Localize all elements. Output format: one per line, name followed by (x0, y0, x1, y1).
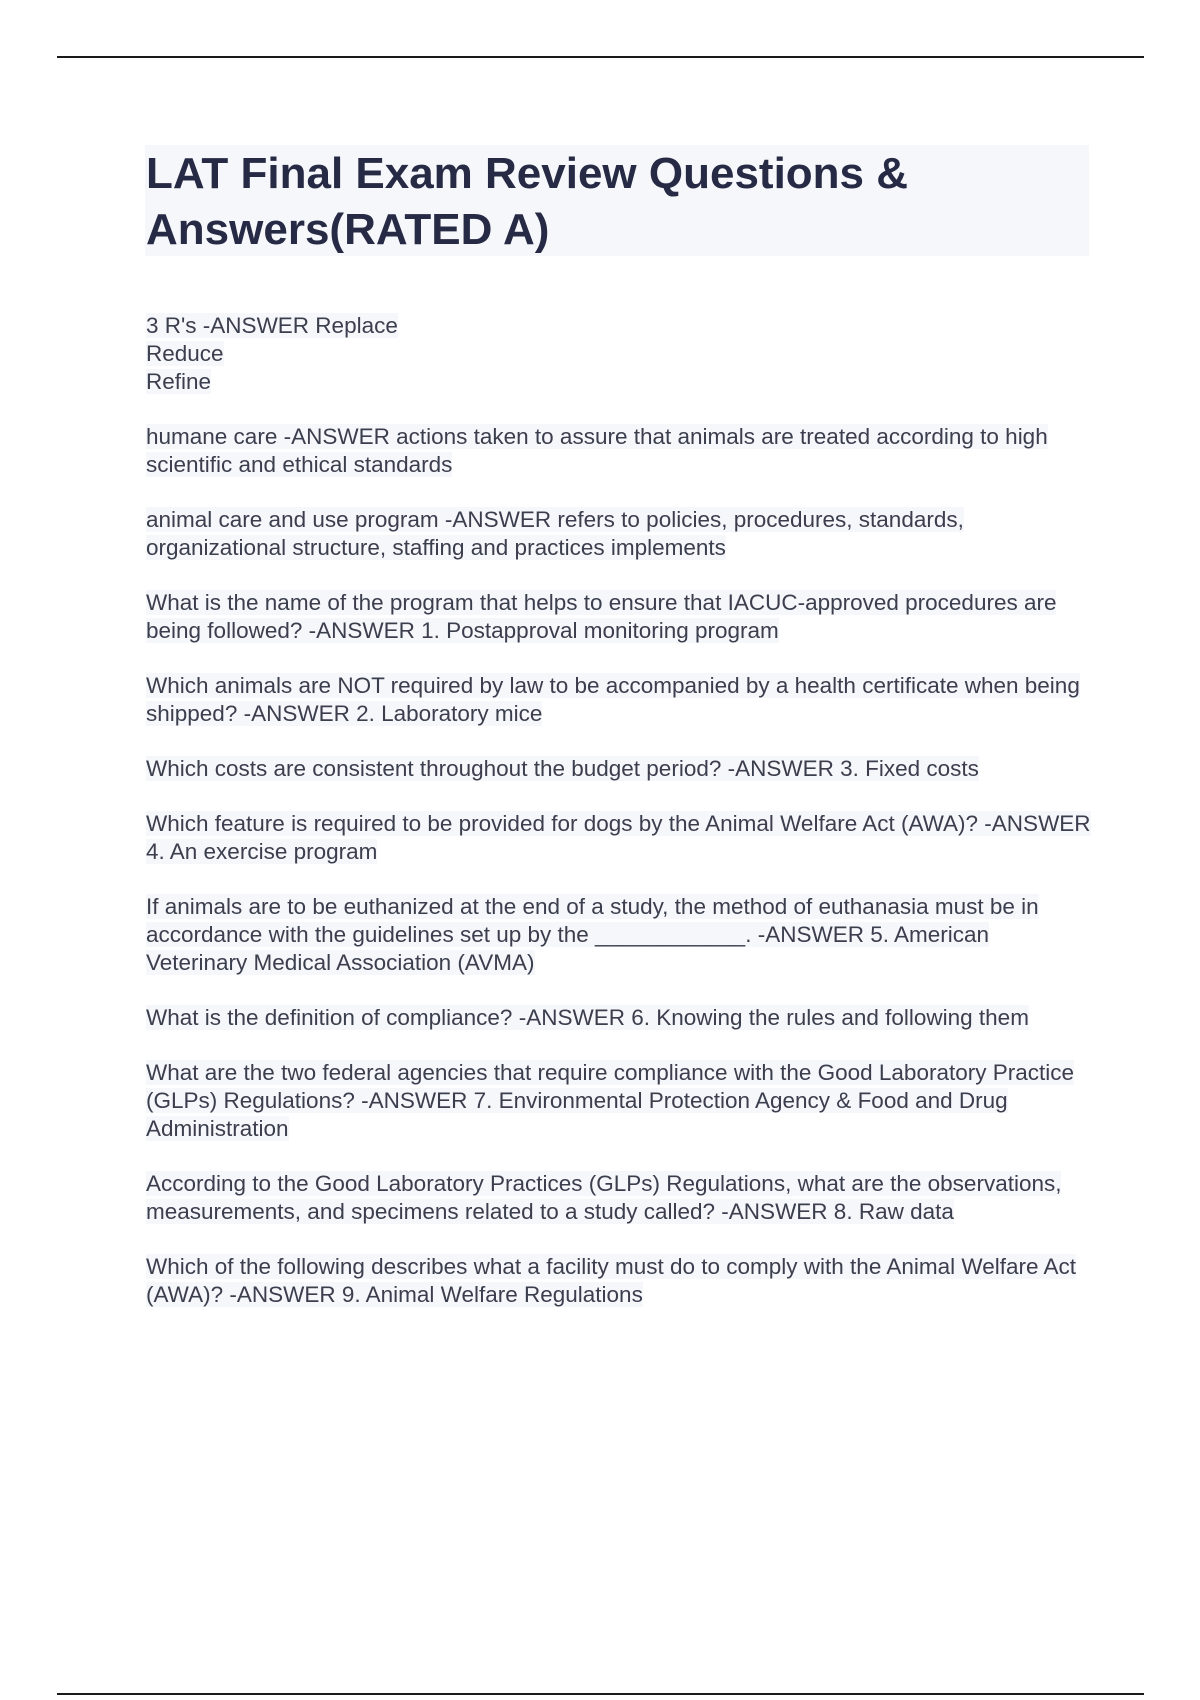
qa-entry-10 (146, 1059, 1096, 1143)
qa-entry-9 (146, 1004, 1096, 1032)
qa-entry-5-text: Which animals are NOT required by law to be accompanied by a health certificate when being shipped? -ANSWER 2. Laboratory mice (146, 673, 1080, 726)
qa-entry-6 (146, 755, 1096, 783)
qa-entry-1-line: Reduce (146, 341, 224, 366)
qa-entry-1-line: Refine (146, 369, 212, 394)
qa-entry-8 (146, 893, 1096, 977)
qa-entry-3 (146, 506, 1096, 562)
qa-list (146, 312, 1096, 1336)
qa-entry-3-text: animal care and use program -ANSWER refers to policies, procedures, standards, organizational structure, staffing and practices implements (146, 507, 964, 560)
qa-entry-5 (146, 672, 1096, 728)
qa-entry-2-text: humane care -ANSWER actions taken to assure that animals are treated according to high scientific and ethical standards (146, 424, 1048, 477)
qa-entry-12-text: Which of the following describes what a facility must do to comply with the Animal Welfare Act (AWA)? -ANSWER 9. Animal Welfare Regulations (146, 1254, 1076, 1307)
bottom-rule (57, 1693, 1144, 1695)
qa-entry-4-text: What is the name of the program that helps to ensure that IACUC-approved procedures are being followed? -ANSWER 1. Postapproval monitoring program (146, 590, 1057, 643)
qa-entry-12 (146, 1253, 1096, 1309)
document-title: LAT Final Exam Review Questions & Answers(RATED A) (146, 149, 909, 254)
qa-entry-10-text: What are the two federal agencies that require compliance with the Good Laboratory Practice (GLPs) Regulations? -ANSWER 7. Environmental Protection Agency & Food and Drug Administration (146, 1060, 1075, 1141)
qa-entry-7-text: Which feature is required to be provided for dogs by the Animal Welfare Act (AWA)? -ANSWER 4. An exercise program (146, 811, 1091, 864)
qa-entry-1-line: 3 R's -ANSWER Replace (146, 313, 398, 338)
qa-entry-11-text: According to the Good Laboratory Practices (GLPs) Regulations, what are the observations, measurements, and specimens related to a study called? -ANSWER 8. Raw data (146, 1171, 1062, 1224)
qa-entry-6-text: Which costs are consistent throughout the budget period? -ANSWER 3. Fixed costs (146, 756, 979, 781)
top-rule (57, 56, 1144, 58)
qa-entry-7 (146, 810, 1096, 866)
qa-entry-1 (146, 312, 1096, 396)
qa-entry-1-label (146, 313, 398, 394)
qa-entry-8-text: If animals are to be euthanized at the end of a study, the method of euthanasia must be in accordance with the guidelines set up by the ____________. -ANSWER 5. American Veterinary Medical Association (AVMA) (146, 894, 1039, 975)
title-block (145, 145, 1089, 256)
qa-entry-9-text: What is the definition of compliance? -ANSWER 6. Knowing the rules and following them (146, 1005, 1029, 1030)
qa-entry-11 (146, 1170, 1096, 1226)
qa-entry-2 (146, 423, 1096, 479)
qa-entry-4 (146, 589, 1096, 645)
